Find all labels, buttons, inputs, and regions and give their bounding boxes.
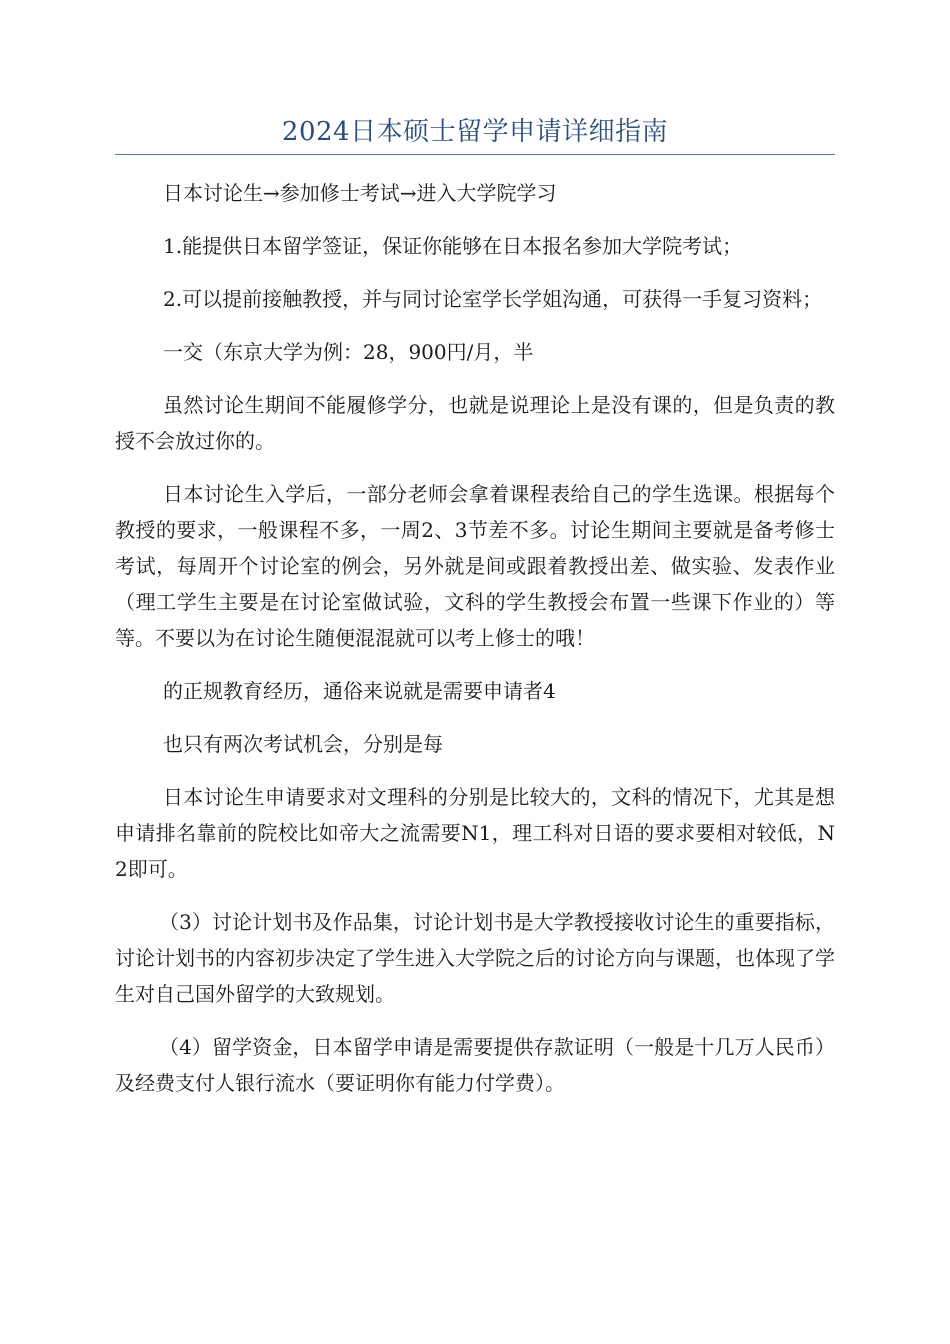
document-title: 2024日本硕士留学申请详细指南 [281, 117, 669, 147]
paragraph-4: 一交（东京大学为例：28，900円/月，半 [163, 340, 534, 364]
paragraph-11: （4）留学资金，日本留学申请是需要提供存款证明（一般是十几万人民币）及经费支付人银行流水（要证明你有能力付学费）。 [115, 1035, 835, 1095]
paragraph-3: 2.可以提前接触教授，并与同讨论室学长学姐沟通，可获得一手复习资料； [163, 287, 823, 311]
paragraph-6: 日本讨论生入学后，一部分老师会拿着课程表给自己的学生选课。根据每个教授的要求，一般课程不多，一周2、3节差不多。讨论生期间主要就是备考修士考试，每周开个讨论室的例会，另外就是间或跟着教授出差、做实验、发表作业（理工学生主要是在讨论室做试验，文科的学生教授会布置一些课下作业的）等等。不要以为在讨论生随便混混就可以考上修士的哦！ [115, 482, 835, 650]
document-body [115, 175, 835, 1118]
paragraph-8: 也只有两次考试机会，分别是每 [163, 732, 443, 756]
paragraph-9: 日本讨论生申请要求对文理科的分别是比较大的，文科的情况下，尤其是想申请排名靠前的院校比如帝大之流需要N1，理工科对日语的要求要相对较低，N2即可。 [115, 785, 835, 881]
paragraph-5: 虽然讨论生期间不能履修学分，也就是说理论上是没有课的，但是负责的教授不会放过你的。 [115, 393, 835, 453]
paragraph-2: 1.能提供日本留学签证，保证你能够在日本报名参加大学院考试； [163, 234, 743, 258]
paragraph-7: 的正规教育经历，通俗来说就是需要申请者4 [163, 679, 556, 703]
paragraph-1: 日本讨论生→参加修士考试→进入大学院学习 [163, 181, 557, 205]
title-underline [115, 154, 835, 155]
paragraph-10: （3）讨论计划书及作品集，讨论计划书是大学教授接收讨论生的重要指标，讨论计划书的内容初步决定了学生进入大学院之后的讨论方向与课题，也体现了学生对自己国外留学的大致规划。 [115, 910, 835, 1006]
